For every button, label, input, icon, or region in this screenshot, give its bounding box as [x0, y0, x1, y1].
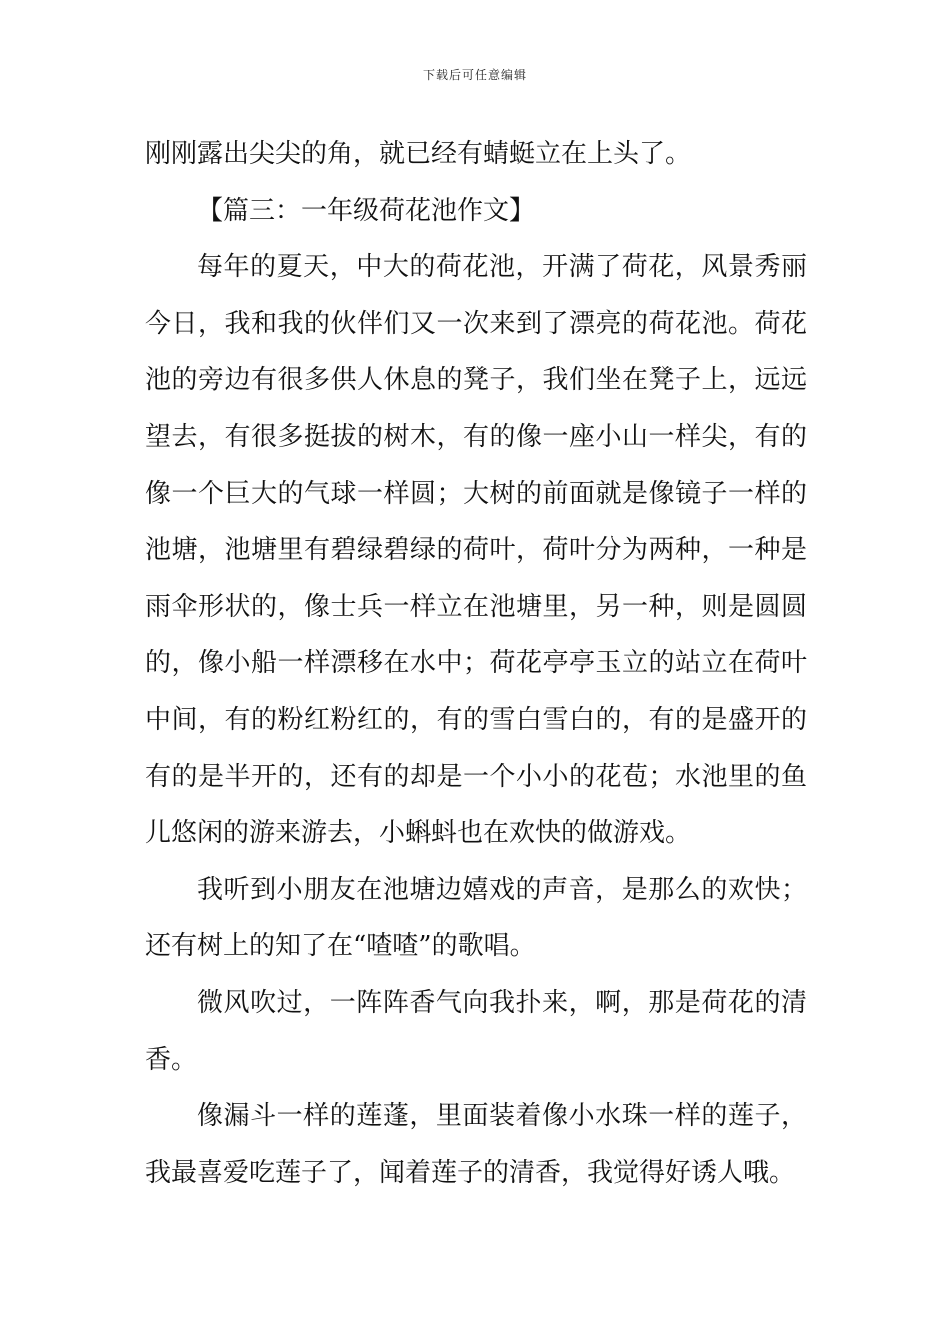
text-line: 像一个巨大的气球一样圆；大树的前面就是像镜子一样的 — [145, 478, 807, 509]
text-line: 池的旁边有很多供人休息的凳子，我们坐在凳子上，远远 — [145, 365, 807, 396]
text-line: 香。 — [145, 1044, 198, 1075]
text-line: 微风吹过，一阵阵香气向我扑来，啊，那是荷花的清 — [197, 987, 807, 1018]
page-header: 下载后可任意编辑 — [422, 68, 527, 82]
document-body — [145, 126, 807, 1201]
text-line: 儿悠闲的游来游去，小蝌蚪也在欢快的做游戏。 — [145, 818, 692, 849]
text-line: 今日，我和我的伙伴们又一次来到了漂亮的荷花池。荷花 — [145, 308, 807, 339]
text-line: 还有树上的知了在“喳喳”的歌唱。 — [145, 931, 536, 962]
text-line: 望去，有很多挺拔的树木，有的像一座小山一样尖，有的 — [145, 421, 807, 452]
text-line: 我听到小朋友在池塘边嬉戏的声音，是那么的欢快； — [197, 874, 807, 905]
text-line: 有的是半开的，还有的却是一个小小的花苞；水池里的鱼 — [145, 761, 807, 792]
text-line: 我最喜爱吃莲子了，闻着莲子的清香，我觉得好诱人哦。 — [145, 1157, 796, 1188]
text-line: 刚刚露出尖尖的角，就已经有蜻蜓立在上头了。 — [145, 139, 692, 169]
text-line: 池塘，池塘里有碧绿碧绿的荷叶，荷叶分为两种，一种是 — [145, 535, 807, 566]
section-heading: 【篇三：一年级荷花池作文】 — [197, 195, 536, 226]
text-line: 像漏斗一样的莲蓬，里面装着像小水珠一样的莲子， — [197, 1101, 807, 1132]
text-line: 雨伞形状的，像士兵一样立在池塘里，另一种，则是圆圆 — [145, 591, 807, 622]
text-line: 中间，有的粉红粉红的，有的雪白雪白的，有的是盛开的 — [145, 704, 807, 735]
text-line: 每年的夏天，中大的荷花池，开满了荷花，风景秀丽 — [197, 252, 807, 283]
text-line: 的，像小船一样漂移在水中；荷花亭亭玉立的站立在荷叶 — [145, 648, 807, 679]
